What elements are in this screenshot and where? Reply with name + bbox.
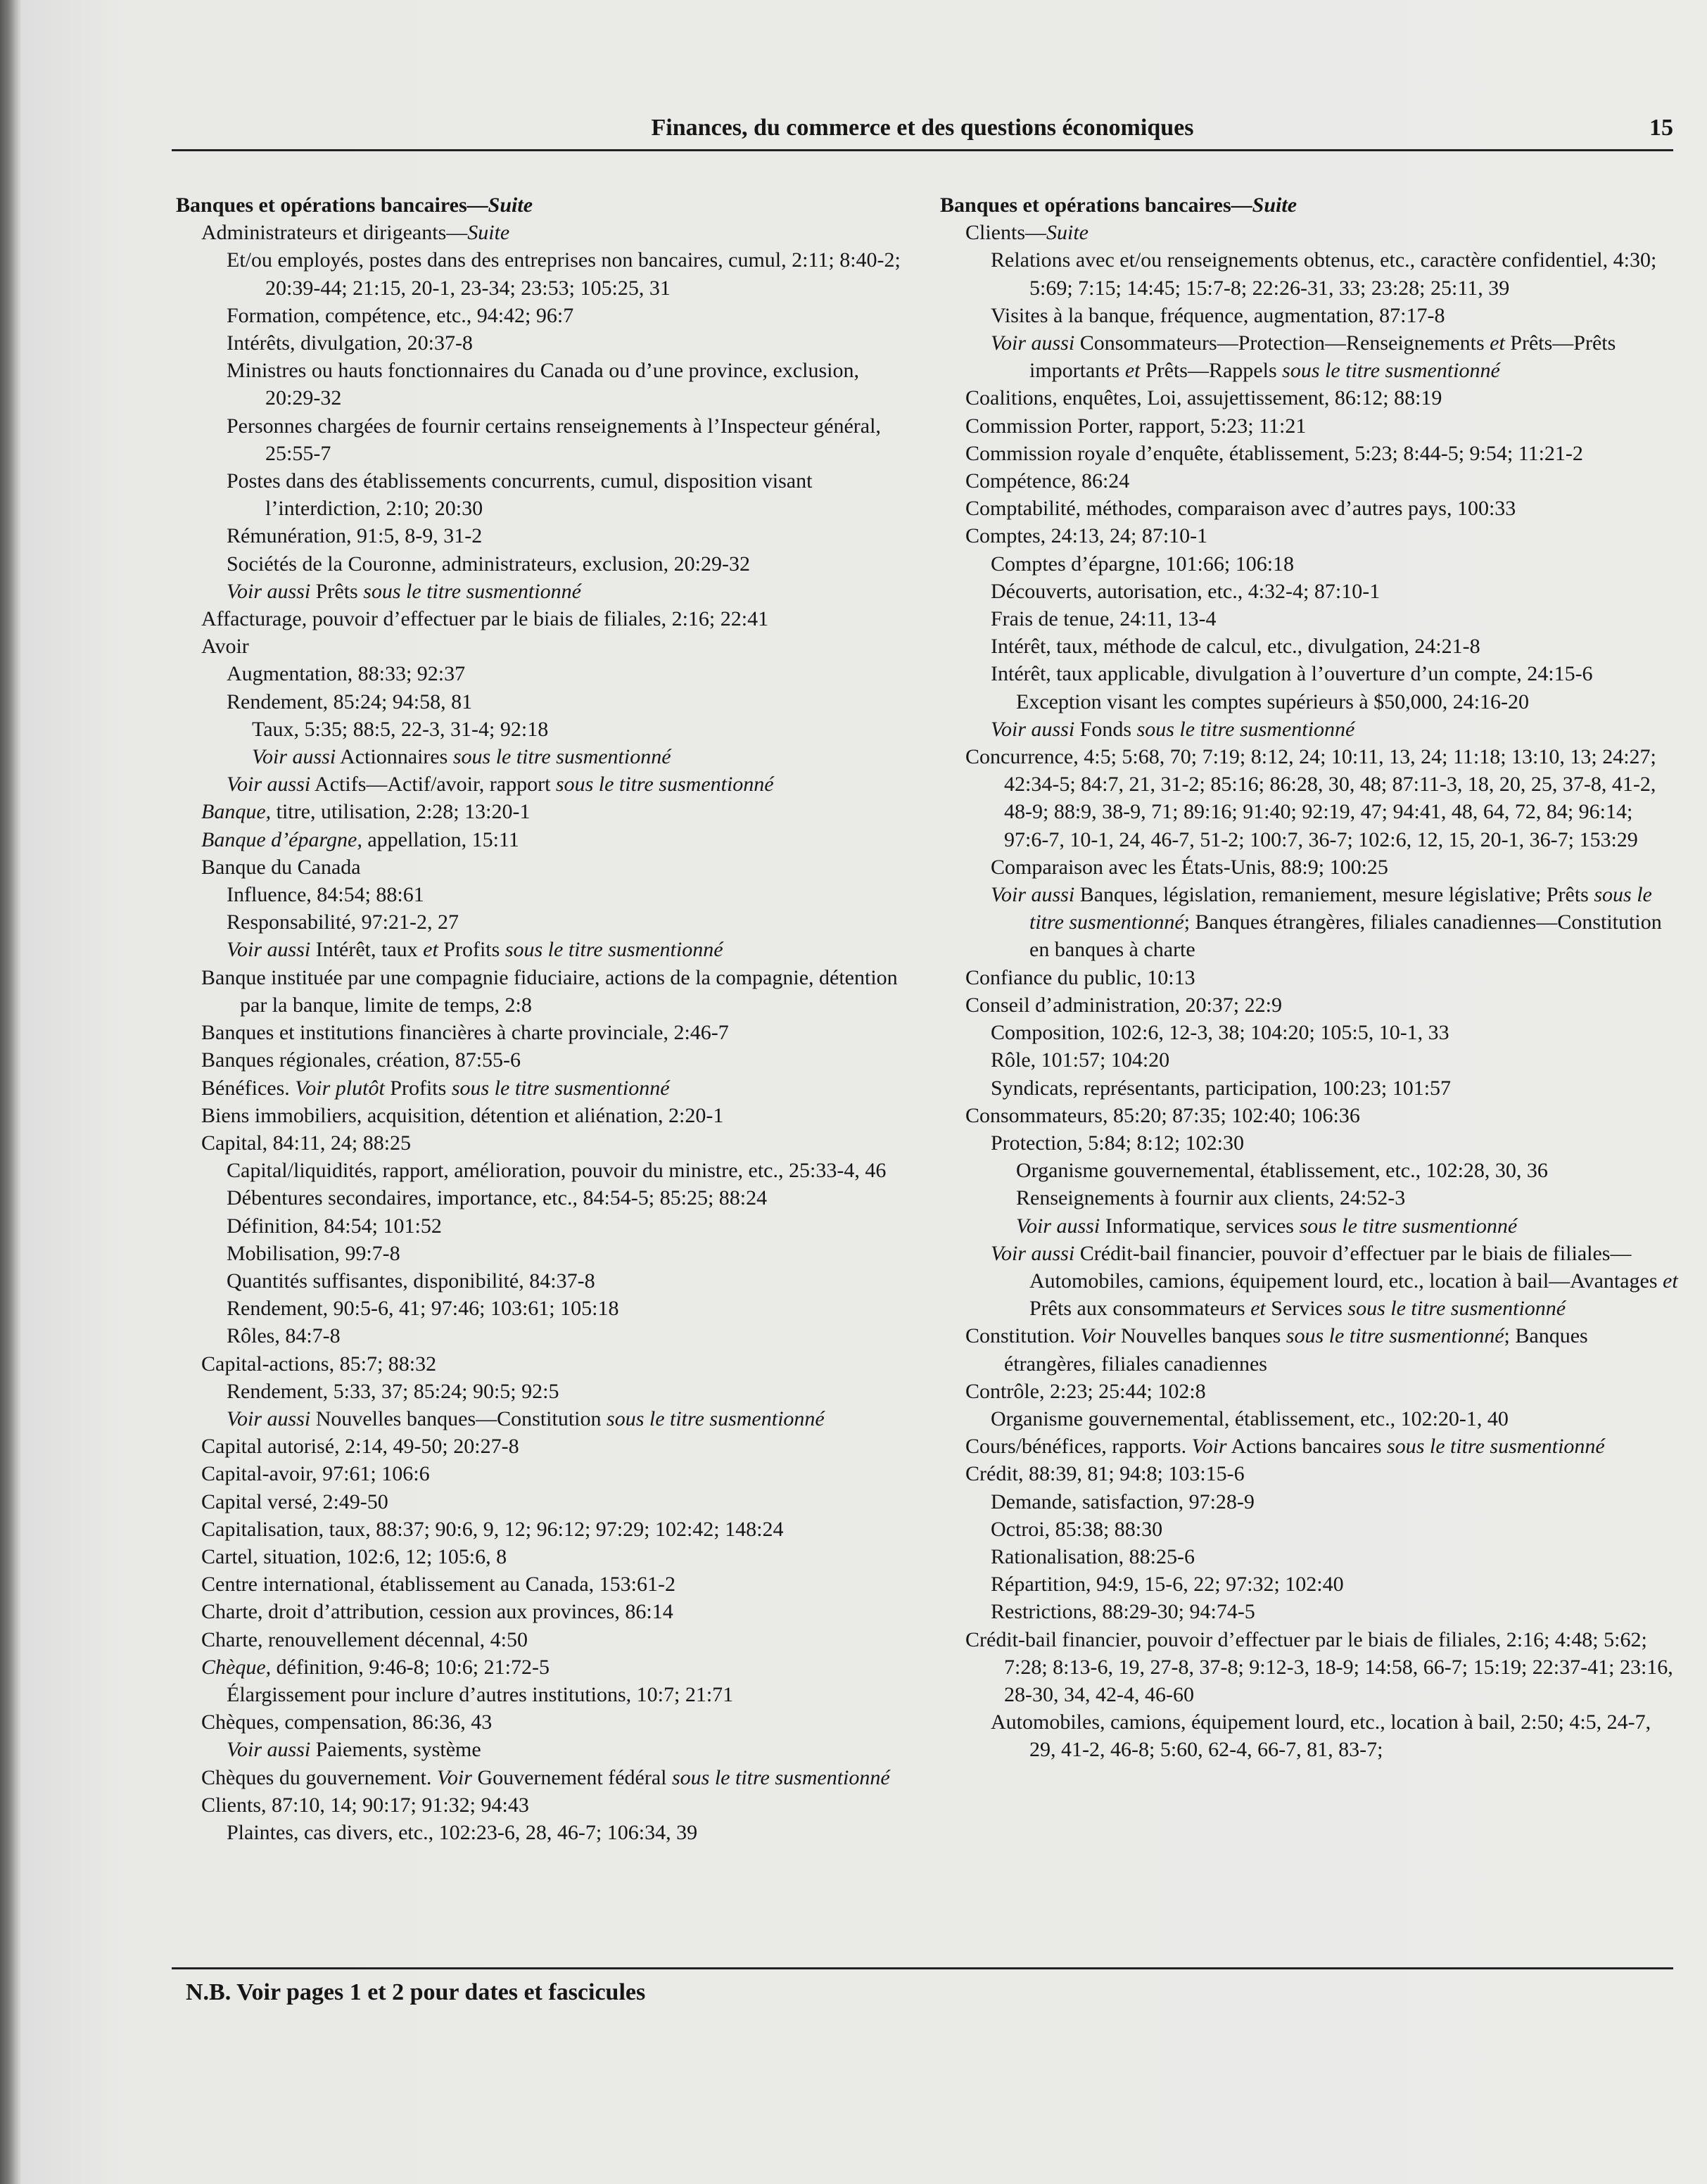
index-entry-text: Nouvelles banques [1115,1324,1286,1348]
index-entry-italic-text: Voir aussi [991,331,1075,355]
index-entry-text: Actionnaires [336,745,453,769]
index-entry [176,1819,908,1846]
index-entry [176,1102,908,1129]
index-entry-text: Prêts aux consommateurs [1029,1297,1251,1321]
index-entry [940,550,1679,578]
index-entry [940,853,1679,881]
index-entry-text: Rôles, 84:7-8 [227,1324,341,1348]
index-entry [176,578,908,605]
index-entry-text: Banque du Canada [201,855,361,879]
index-entry-italic-text: et [1663,1269,1678,1293]
index-entry-italic-text: Banque, [201,800,272,824]
index-entry-italic-text: et [423,938,438,962]
index-entry-italic-text: Voir aussi [227,938,311,962]
index-entry [176,246,908,301]
index-entry-text: Sociétés de la Couronne, administrateurs, exclusion, 20:29-32 [227,552,751,576]
index-entry [176,522,908,550]
index-entry-text: Capital versé, 2:49-50 [201,1490,388,1513]
index-entry-text: Crédit, 88:39, 81; 94:8; 103:15-6 [965,1462,1245,1486]
index-entry [176,1791,908,1819]
index-entry [176,357,908,412]
index-entry [176,1405,908,1433]
index-entry-text: titre, utilisation, 2:28; 13:20-1 [271,800,531,824]
page-number: 15 [1649,115,1673,141]
index-entry-text: Commission royale d’enquête, établissement, 5:23; 8:44-5; 9:54; 11:21-2 [965,441,1583,465]
index-entry [940,1102,1679,1129]
index-entry-text: Capital, 84:11, 24; 88:25 [201,1131,412,1155]
index-column-left [176,191,908,1846]
index-entry-text: Comptes d’épargne, 101:66; 106:18 [991,552,1295,576]
index-entry [176,550,908,578]
index-entry-italic-text: Banque d’épargne, [201,827,362,851]
index-entry-text: Crédit-bail financier, pouvoir d’effectuer par le biais de filiales, 2:16; 4:48; 5:62; 7:28; 8:13-6, 19, 27-8, 37-8; 9:12-3, 18-9; 14:58, 66-7; 15:19; 22:37-41; 23:16, 28-30, 34, 42-4, 46-60 [965,1627,1673,1706]
index-entry-text: Compétence, 86:24 [965,469,1130,493]
index-entry-text: définition, 9:46-8; 10:6; 21:72-5 [271,1655,550,1679]
index-entry-italic-text: Voir aussi [1016,1214,1100,1238]
index-entry [940,1598,1679,1625]
index-entry [940,440,1679,467]
index-entry [176,1019,908,1046]
index-entry [176,329,908,357]
index-entry [176,743,908,770]
index-entry-text: Banques et opérations bancaires— [176,193,488,217]
index-entry-text: Actions bancaires [1226,1435,1388,1459]
index-entry-text: Ministres ou hauts fonctionnaires du Canada ou d’une province, exclusion, 20:29-32 [227,359,859,410]
index-entry [176,1129,908,1157]
index-entry-italic-text: sous le titre susmentionné [671,1765,890,1789]
index-entry [176,1570,908,1598]
index-entry [940,467,1679,495]
index-entry [176,770,908,798]
index-entry [176,1322,908,1350]
index-entry-text: Organisme gouvernemental, établissement, etc., 102:20-1, 40 [991,1407,1509,1430]
index-entry [176,1240,908,1267]
index-entry [940,219,1679,246]
index-entry-text: Capital-avoir, 97:61; 106:6 [201,1462,430,1486]
index-entry-text: Demande, satisfaction, 97:28-9 [991,1490,1255,1513]
index-entry-text: Influence, 84:54; 88:61 [227,883,424,907]
index-entry [176,1184,908,1212]
page-header [172,111,1673,151]
index-entry [940,1157,1679,1184]
index-entry-text: Protection, 5:84; 8:12; 102:30 [991,1131,1244,1155]
index-entry-italic-text: Chèque, [201,1655,272,1679]
index-entry [940,1046,1679,1074]
index-entry-text: ; Banques étrangères, filiales canadiennes—Constitution en banques à charte [1029,910,1662,962]
index-entry-italic-text: sous le titre susmentionné [555,773,774,796]
index-entry-italic-text: sous le titre susmentionné [1387,1435,1605,1459]
index-entry-text: Confiance du public, 10:13 [965,965,1195,989]
index-entry-text: Répartition, 94:9, 15-6, 22; 97:32; 102:40 [991,1573,1344,1596]
index-entry [940,1516,1679,1543]
index-entry [940,881,1679,964]
index-entry [940,1378,1679,1405]
index-entry-text: Capital autorisé, 2:14, 49-50; 20:27-8 [201,1435,519,1459]
index-entry-italic-text: et [1250,1297,1266,1321]
index-entry-text: Contrôle, 2:23; 25:44; 102:8 [965,1379,1206,1403]
index-entry [940,605,1679,633]
index-entry [940,716,1679,743]
index-entry [940,1184,1679,1212]
index-entry-text: Conseil d’administration, 20:37; 22:9 [965,993,1282,1017]
index-entry-text: Informatique, services [1100,1214,1300,1238]
index-entry-italic-text: Voir aussi [252,745,336,769]
index-entry-text: Rôle, 101:57; 104:20 [991,1048,1170,1072]
index-entry [940,412,1679,440]
page-title: Finances, du commerce et des questions économiques [651,115,1194,141]
index-entry-text: Charte, droit d’attribution, cession aux provinces, 86:14 [201,1600,673,1624]
index-entry-italic-text: Voir [436,1765,472,1789]
index-entry-text: Exception visant les comptes supérieurs à $50,000, 24:16-20 [1016,690,1530,713]
index-entry-text: Crédit-bail financier, pouvoir d’effectuer par le biais de filiales—Automobiles, camions, équipement lourd, etc., location à bail—Avantages [1029,1241,1663,1293]
index-entry [176,467,908,522]
index-entry [940,1626,1679,1709]
index-entry-text: Clients— [965,221,1047,245]
index-entry-italic-text: Voir aussi [991,1241,1075,1265]
index-entry-text: Mobilisation, 99:7-8 [227,1241,400,1265]
index-entry-text: Chèques, compensation, 86:36, 43 [201,1710,493,1734]
index-entry-text: Gouvernement fédéral [471,1765,672,1789]
index-entry [176,1157,908,1184]
index-entry [940,1460,1679,1487]
index-column-right [940,191,1679,1764]
index-entry-italic-text: Voir aussi [227,773,311,796]
index-entry-italic-text: sous le titre susmentionné [505,938,723,962]
index-entry-italic-text: Suite [488,193,533,217]
index-entry-italic-text: sous le titre susmentionné [1299,1214,1518,1238]
index-entry [940,1240,1679,1323]
index-entry-text: Constitution. [965,1324,1081,1348]
index-entry [940,384,1679,412]
index-entry [176,688,908,716]
index-entry [940,1322,1679,1377]
index-entry-italic-text: et [1124,359,1141,383]
index-entry [176,1378,908,1405]
index-entry-text: Bénéfices. [201,1076,296,1100]
index-entry [176,853,908,881]
index-entry-text: Élargissement pour inclure d’autres institutions, 10:7; 21:71 [227,1682,734,1706]
index-entry-text: Concurrence, 4:5; 5:68, 70; 7:19; 8:12, 24; 10:11, 13, 24; 11:18; 13:10, 13; 24:27; 42:34-5; 84:7, 21, 31-2; 85:16; 86:28, 30, 48; 87:11-3, 18, 20, 25, 37-8, 41-2, 48-9; 88:9, 38-9, 71; 89:16; 91:40; 92:19, 47; 94:41, 48, 64, 72, 84; 96:14; 97:6-7, 10-1, 24, 46-7, 51-2; 100:7, 36-7; 102:6, 12, 15, 20-1, 36-7; 153:29 [965,745,1656,851]
index-entry-text: Automobiles, camions, équipement lourd, etc., location à bail, 2:50; 4:5, 24-7, 29, 41-2, 46-8; 5:60, 62-4, 66-7, 81, 83-7; [991,1710,1651,1762]
index-entry-text: Nouvelles banques—Constitution [310,1407,607,1430]
index-entry-italic-text: sous le titre susmentionné [1136,717,1355,741]
index-entry [940,1543,1679,1570]
index-entry [940,1129,1679,1157]
index-entry-italic-text: Suite [1252,193,1297,217]
index-entry-text: Capital/liquidités, rapport, amélioration, pouvoir du ministre, etc., 25:33-4, 46 [227,1159,887,1183]
index-entry-text: Intérêt, taux applicable, divulgation à l’ouverture d’un compte, 24:15-6 [991,662,1593,686]
index-entry-text: Quantités suffisantes, disponibilité, 84:37-8 [227,1269,595,1293]
index-entry-text: Taux, 5:35; 88:5, 22-3, 31-4; 92:18 [252,717,549,741]
index-entry [176,660,908,687]
index-entry [176,908,908,936]
index-entry-text: Responsabilité, 97:21-2, 27 [227,910,459,934]
index-entry-text: Postes dans des établissements concurrents, cumul, disposition visant l’interdiction, 2:10; 20:30 [227,469,813,521]
index-entry-italic-text: sous le titre susmentionné [1282,359,1500,383]
index-entry [940,1405,1679,1433]
index-entry-italic-text: sous le titre susmentionné [363,579,581,603]
index-entry-text: Capitalisation, taux, 88:37; 90:6, 9, 12; 96:12; 97:29; 102:42; 148:24 [201,1517,784,1541]
index-entry [940,302,1679,329]
index-entry [176,1460,908,1487]
index-entry-text: Renseignements à fournir aux clients, 24:52-3 [1016,1186,1406,1210]
index-entry-text: Biens immobiliers, acquisition, détention et aliénation, 2:20-1 [201,1103,724,1127]
index-entry-text: Plaintes, cas divers, etc., 102:23-6, 28, 46-7; 106:34, 39 [227,1820,698,1844]
index-entry [940,964,1679,991]
index-entry-italic-text: Voir plutôt [295,1076,385,1100]
index-entry-text: Banque instituée par une compagnie fiduciaire, actions de la compagnie, détention par la banque, limite de temps, 2:8 [201,965,898,1017]
index-entry [940,743,1679,853]
index-entry-text: Relations avec et/ou renseignements obtenus, etc., caractère confidentiel, 4:30; 5:69; 7:15; 14:45; 15:7-8; 22:26-31, 33; 23:28; 25:11, 39 [991,248,1657,300]
index-entry-text: Charte, renouvellement décennal, 4:50 [201,1627,528,1651]
index-entry-italic-text: sous le titre susmentionné [1029,883,1652,934]
index-entry-text: Intérêts, divulgation, 20:37-8 [227,331,473,355]
index-entry [176,1626,908,1653]
index-entry [940,578,1679,605]
index-entry [176,1681,908,1708]
index-entry-text: Banques, législation, remaniement, mesure législative; Prêts [1074,883,1594,907]
index-section-heading [940,191,1679,219]
index-entry-text: Avoir [201,635,249,659]
index-entry-text: Prêts [310,579,364,603]
header-rule [172,149,1673,151]
index-entry-italic-text: Voir aussi [227,1407,311,1430]
index-entry [176,1488,908,1516]
index-entry-text: Profits [438,938,505,962]
index-entry [176,1736,908,1763]
index-entry [176,1267,908,1295]
index-entry [176,798,908,825]
index-entry [940,1019,1679,1046]
index-entry-text: Clients, 87:10, 14; 90:17; 91:32; 94:43 [201,1793,529,1817]
index-entry-italic-text: Voir [1191,1435,1227,1459]
index-entry-text: appellation, 15:11 [362,827,519,851]
index-entry-text: Banques et opérations bancaires— [940,193,1252,217]
index-entry-italic-text: et [1490,331,1505,355]
index-entry [176,633,908,660]
index-entry [940,1708,1679,1763]
index-entry-italic-text: sous le titre susmentionné [1286,1324,1504,1348]
index-entry-text: Augmentation, 88:33; 92:37 [227,662,466,686]
index-entry-text: Services [1265,1297,1348,1321]
index-entry [176,1212,908,1240]
index-entry-text: Commission Porter, rapport, 5:23; 11:21 [965,414,1307,438]
index-entry [940,1488,1679,1516]
book-binding-shadow [0,0,21,2184]
index-entry [176,936,908,963]
index-entry-text: Consommateurs, 85:20; 87:35; 102:40; 106:36 [965,1103,1360,1127]
index-entry [176,1433,908,1460]
index-entry-text: Frais de tenue, 24:11, 13-4 [991,607,1217,631]
index-entry-text: Comparaison avec les États-Unis, 88:9; 100:25 [991,855,1388,879]
index-entry-italic-text: sous le titre susmentionné [452,745,671,769]
index-entry [176,219,908,246]
index-entry [176,1598,908,1625]
index-entry-text: Centre international, établissement au Canada, 153:61-2 [201,1573,675,1596]
index-entry [176,412,908,467]
index-entry-text: Actifs—Actif/avoir, rapport [310,773,556,796]
index-entry [940,246,1679,301]
index-entry-text: Syndicats, représentants, participation, 100:23; 101:57 [991,1076,1452,1100]
index-entry-text: Rationalisation, 88:25-6 [991,1544,1195,1568]
index-entry [176,1516,908,1543]
index-entry [176,1046,908,1074]
index-entry [176,1074,908,1102]
index-entry-italic-text: Suite [467,221,510,245]
index-entry [176,881,908,908]
index-entry-text: Chèques du gouvernement. [201,1765,437,1789]
index-entry-text: Rendement, 5:33, 37; 85:24; 90:5; 92:5 [227,1379,559,1403]
index-entry-text: Et/ou employés, postes dans des entreprises non bancaires, cumul, 2:11; 8:40-2; 20:39-44; 21:15, 20-1, 23-34; 23:53; 105:25, 31 [227,248,901,300]
index-entry [940,495,1679,522]
index-entry-text: Octroi, 85:38; 88:30 [991,1517,1163,1541]
index-entry-italic-text: Voir aussi [227,579,311,603]
index-entry-text: Capital-actions, 85:7; 88:32 [201,1352,437,1376]
index-entry-italic-text: sous le titre susmentionné [1347,1297,1566,1321]
index-entry-text: Affacturage, pouvoir d’effectuer par le biais de filiales, 2:16; 22:41 [201,607,769,631]
index-entry-text: Consommateurs—Protection—Renseignements [1074,331,1490,355]
index-entry-text: Composition, 102:6, 12-3, 38; 104:20; 105:5, 10-1, 33 [991,1021,1449,1045]
index-entry-italic-text: sous le titre susmentionné [451,1076,670,1100]
index-entry-text: Débentures secondaires, importance, etc., 84:54-5; 85:25; 88:24 [227,1186,768,1210]
index-entry [176,302,908,329]
index-entry [176,1350,908,1378]
index-entry-italic-text: Voir aussi [991,883,1075,907]
index-entry-text: Personnes chargées de fournir certains renseignements à l’Inspecteur général, 25:55-7 [227,414,881,465]
index-entry [176,826,908,853]
index-entry [940,1212,1679,1240]
index-entry-text: Découverts, autorisation, etc., 4:32-4; 87:10-1 [991,579,1381,603]
index-entry-italic-text: Voir aussi [991,717,1075,741]
footer-rule [172,1967,1673,1969]
index-entry-italic-text: Voir [1080,1324,1116,1348]
index-entry [940,991,1679,1019]
index-entry-text: Prêts—Prêts importants [1029,331,1616,383]
index-entry-text: Restrictions, 88:29-30; 94:74-5 [991,1600,1255,1624]
index-entry-text: Comptabilité, méthodes, comparaison avec d’autres pays, 100:33 [965,497,1516,521]
index-entry-text: Visites à la banque, fréquence, augmentation, 87:17-8 [991,303,1445,327]
index-entry-text: Rendement, 90:5-6, 41; 97:46; 103:61; 105:18 [227,1297,619,1321]
index-entry-text: Organisme gouvernemental, établissement, etc., 102:28, 30, 36 [1016,1159,1548,1183]
index-entry [176,1543,908,1570]
index-entry-italic-text: sous le titre susmentionné [607,1407,825,1430]
index-entry [940,1433,1679,1460]
index-entry-text: Rémunération, 91:5, 8-9, 31-2 [227,524,483,548]
index-entry-text: Coalitions, enquêtes, Loi, assujettissement, 86:12; 88:19 [965,386,1442,410]
index-entry-text: Banques et institutions financières à charte provinciale, 2:46-7 [201,1021,729,1045]
index-entry-text: Prêts—Rappels [1140,359,1283,383]
index-entry-text: Fonds [1074,717,1137,741]
index-entry [176,1708,908,1736]
index-entry [940,522,1679,550]
index-entry [940,329,1679,384]
index-entry [940,688,1679,716]
index-entry-text: Définition, 84:54; 101:52 [227,1214,442,1238]
index-entry-text: Banques régionales, création, 87:55-6 [201,1048,521,1072]
index-section-heading [176,191,908,219]
index-entry [176,1653,908,1681]
index-entry-text: ; Banques étrangères, filiales canadiennes [1004,1324,1588,1376]
index-entry-text: Paiements, système [310,1738,481,1762]
index-entry [940,660,1679,687]
index-entry-text: Comptes, 24:13, 24; 87:10-1 [965,524,1208,548]
index-entry [176,716,908,743]
index-entry-text: Formation, compétence, etc., 94:42; 96:7 [227,303,574,327]
footer-note: N.B. Voir pages 1 et 2 pour dates et fascicules [186,1979,646,2005]
index-entry-text: Cartel, situation, 102:6, 12; 105:6, 8 [201,1544,507,1568]
index-entry-text: Administrateurs et dirigeants— [201,221,468,245]
index-entry [940,1570,1679,1598]
index-entry-text: Profits [384,1076,452,1100]
index-entry-text: Cours/bénéfices, rapports. [965,1435,1192,1459]
index-entry [940,1074,1679,1102]
index-entry-italic-text: Suite [1046,221,1089,245]
index-entry [940,633,1679,660]
index-entry [176,964,908,1019]
index-entry-text: Intérêt, taux, méthode de calcul, etc., divulgation, 24:21-8 [991,635,1480,659]
index-entry-text: Intérêt, taux [310,938,424,962]
index-entry-italic-text: Voir aussi [227,1738,311,1762]
index-entry [176,1764,908,1791]
index-entry [176,1295,908,1322]
index-entry-text: Rendement, 85:24; 94:58, 81 [227,690,473,713]
index-entry [176,605,908,633]
